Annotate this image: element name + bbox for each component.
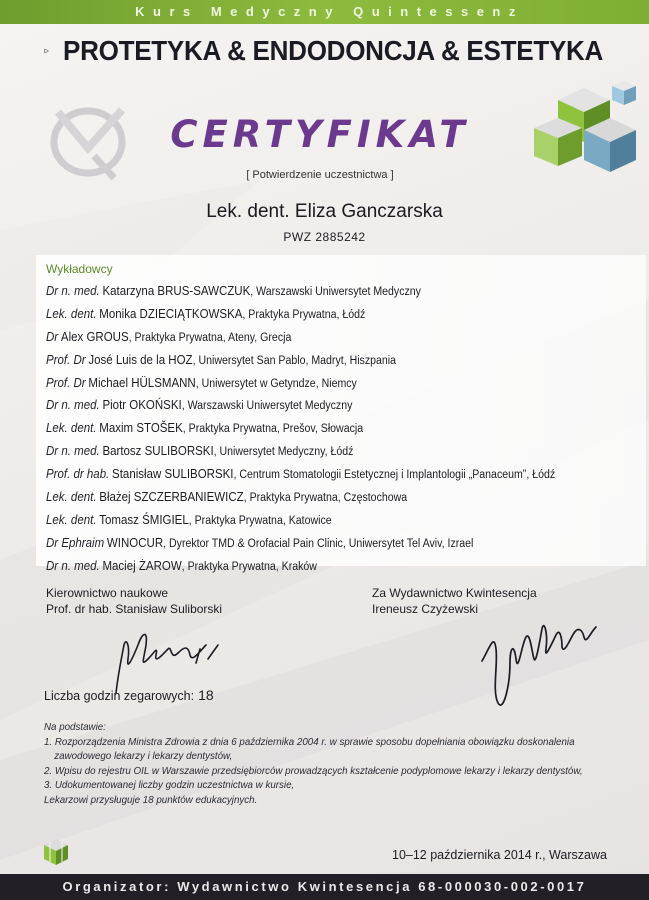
signer-role: Za Wydawnictwo Kwintesencja: [372, 586, 537, 600]
lecturer-affiliation: , Praktyka Prywatna, Katowice: [188, 514, 332, 527]
lecturer-title: Lek. dent.: [46, 306, 97, 321]
lecturer-title: Dr n. med.: [46, 398, 100, 413]
recipient-name: Lek. dent. Eliza Ganczarska: [206, 201, 443, 222]
lecturer-row: [46, 330, 598, 353]
lecturer-affiliation: , Warszawski Uniwersytet Medyczny: [250, 286, 421, 298]
lecturer-row: [46, 513, 598, 536]
lecturer-title: Prof. Dr: [46, 375, 86, 390]
lecturer-row: [46, 307, 598, 330]
lecturer-title: Lek. dent.: [46, 490, 97, 505]
lecturer-affiliation: , Praktyka Prywatna, Prešov, Słowacja: [182, 423, 364, 436]
lecturer-name: Błażej SZCZERBANIEWICZ: [99, 490, 244, 505]
lecturer-affiliation: , Uniwersytet Medyczny, Łódź: [213, 446, 354, 459]
lecturer-title: Dr Ephraim: [46, 535, 105, 550]
basis-item-1-cont: zawodowego lekarzy i lekarzy dentystów,: [54, 750, 233, 763]
quintessenz-logo-icon: [44, 100, 134, 180]
hours-line: [44, 687, 214, 703]
lecturer-name: WINOCUR: [106, 535, 164, 550]
signer-role: Kierownictwo naukowe: [46, 586, 169, 600]
top-band: [0, 0, 649, 24]
lecturer-affiliation: , Praktyka Prywatna, Kraków: [181, 560, 317, 573]
lecturer-title: Prof. Dr: [46, 352, 86, 367]
lecturer-name: Monika DZIECIĄTKOWSKA: [99, 306, 243, 321]
lecturer-name: Michael HÜLSMANN: [88, 375, 196, 390]
lecturer-row: [46, 559, 598, 582]
lecturer-row: [46, 353, 598, 376]
headline-text: PROTETYKA & ENDODONCJA & ESTETYKA: [63, 35, 604, 66]
lecturer-title: Lek. dent.: [46, 421, 97, 436]
lecturer-name: Maciej ŻAROW: [102, 558, 182, 573]
course-date-place: 10–12 października 2014 r., Warszawa: [392, 848, 607, 862]
basis-item-3: 3. Udokumentowanej liczby godzin uczestnictwa w kursie,: [44, 779, 295, 792]
course-headline: [44, 34, 644, 68]
lecturers-list: [46, 284, 646, 582]
certificate-subtitle: [ Potwierdzenie uczestnictwa ]: [246, 169, 394, 181]
signer-name: Prof. dr hab. Stanisław Suliborski: [46, 602, 223, 616]
lecturer-title: Dr n. med.: [46, 558, 100, 573]
lecturer-affiliation: , Praktyka Prywatna, Łódź: [242, 308, 366, 321]
lecturer-affiliation: , Dyrektor TMD & Orofacial Pain Clinic, Uniwersytet Tel Aviv, Izrael: [163, 537, 474, 550]
lecturer-title: Dr: [46, 329, 59, 344]
small-cube-icon: [40, 835, 72, 867]
lecturer-affiliation: , Praktyka Prywatna, Częstochowa: [243, 492, 408, 505]
lecturer-name: Bartosz SULIBORSKI: [102, 444, 214, 459]
lecturer-affiliation: , Centrum Stomatologii Estetycznej i Implantologii „Panaceum”, Łódź: [233, 469, 556, 482]
lecturer-name: Alex GROUS: [60, 329, 129, 344]
lecturer-affiliation: , Warszawski Uniwersytet Medyczny: [181, 400, 353, 413]
lecturer-row: [46, 398, 598, 421]
lecturer-name: Stanisław SULIBORSKI: [112, 467, 234, 482]
hours-value: 18: [198, 687, 214, 703]
lecturer-row: [46, 467, 598, 490]
signature-right: [478, 603, 603, 718]
lecturer-row: [46, 490, 598, 513]
basis-item-1: 1. Rozporządzenia Ministra Zdrowia z dnia 6 października 2004 r. w sprawie sposobu dopełniania obowiązku doskonalenia: [44, 735, 575, 748]
lecturer-name: José Luis de la HOZ: [88, 352, 193, 367]
lecturer-name: Maxim STOŠEK: [99, 421, 183, 436]
lecturer-affiliation: , Praktyka Prywatna, Ateny, Grecja: [128, 331, 292, 344]
lecturer-title: Dr n. med.: [46, 444, 100, 459]
scientific-director-block: [46, 585, 222, 617]
play-triangle-icon: [44, 37, 49, 65]
lecturer-name: Katarzyna BRUS-SAWCZUK: [102, 284, 251, 298]
legal-basis: [44, 720, 644, 808]
basis-item-2: 2. Wpisu do rejestru OIL w Warszawie przedsiębiorców prowadzących kształcenie podyplomowe lekarzy i lekarzy dentystów,: [44, 764, 583, 777]
cube-logo-icon: [528, 80, 640, 175]
organizer-band: [0, 874, 649, 900]
lecturer-title: Lek. dent.: [46, 512, 97, 527]
lecturer-title: Dr n. med.: [46, 284, 100, 298]
basis-heading: Na podstawie:: [44, 721, 106, 733]
lecturer-row: [46, 421, 598, 444]
lecturer-name: Piotr OKOŃSKI: [102, 398, 182, 413]
lecturer-affiliation: , Uniwersytet w Getyndze, Niemcy: [195, 377, 357, 390]
lecturer-row: [46, 444, 598, 467]
lecturer-row: [46, 376, 598, 399]
course-name: Kurs Medyczny Quintessenz: [135, 4, 524, 19]
lecturers-heading: Wykładowcy: [46, 262, 113, 276]
certificate-title: CERTYFIKAT: [170, 113, 470, 156]
lecturer-name: Tomasz ŚMIGIEL: [99, 512, 189, 527]
organizer-text: Organizator: Wydawnictwo Kwintesencja 68-000030-002-0017: [62, 879, 587, 894]
signer-name: Ireneusz Czyżewski: [372, 602, 479, 616]
lecturer-affiliation: , Uniwersytet San Pablo, Madryt, Hiszpania: [192, 354, 397, 367]
points-statement: Lekarzowi przysługuje 18 punktów edukacyjnych.: [44, 793, 258, 806]
lecturer-row: [46, 536, 598, 559]
lecturer-row: [46, 284, 598, 307]
hours-label: Liczba godzin zegarowych:: [44, 689, 195, 703]
lecturer-title: Prof. dr hab.: [46, 467, 110, 482]
pwz-number: PWZ 2885242: [283, 230, 366, 244]
